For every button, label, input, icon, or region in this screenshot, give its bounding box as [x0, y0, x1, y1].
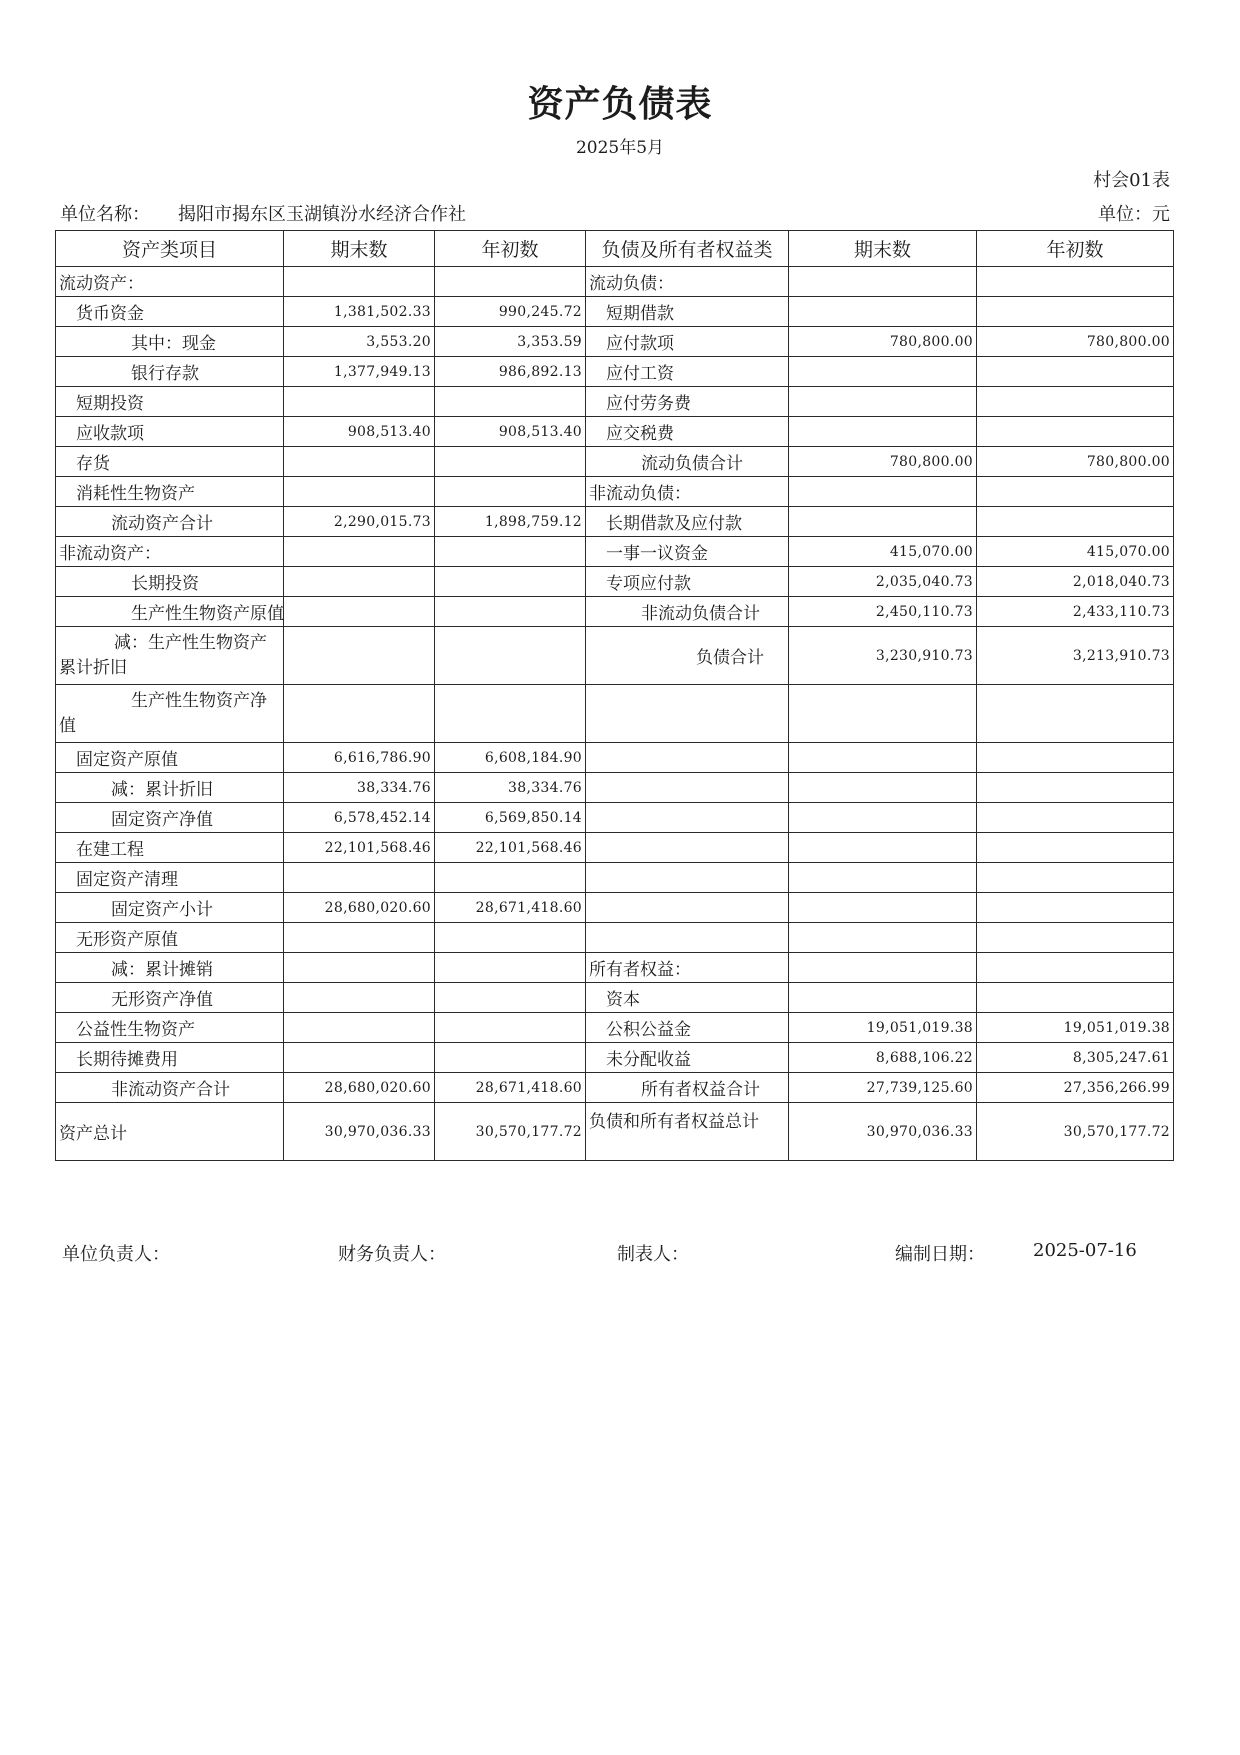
liability-end-value — [789, 893, 977, 923]
asset-item: 消耗性生物资产 — [56, 477, 284, 507]
liability-item: 流动负债合计 — [586, 447, 789, 477]
asset-begin-value — [435, 597, 586, 627]
asset-begin-value — [435, 953, 586, 983]
liability-end-value: 27,739,125.60 — [789, 1073, 977, 1103]
liability-end-value — [789, 923, 977, 953]
asset-end-value — [284, 923, 435, 953]
unit-head-signature: 单位负责人： — [62, 1244, 170, 1265]
table-row — [56, 597, 1174, 627]
liability-end-value — [789, 507, 977, 537]
preparation-date-value: 2025-07-16 — [1033, 1240, 1137, 1261]
asset-end-value: 1,381,502.33 — [284, 297, 435, 327]
liability-begin-value — [977, 773, 1174, 803]
preparation-date-label: 编制日期： — [895, 1244, 985, 1265]
report-period: 2025年5月 — [575, 138, 665, 158]
asset-item: 减：累计折旧 — [56, 773, 284, 803]
liability-begin-value: 19,051,019.38 — [977, 1013, 1174, 1043]
liability-item: 短期借款 — [586, 297, 789, 327]
form-code: 村会01表 — [1093, 170, 1170, 191]
liability-item: 一事一议资金 — [586, 537, 789, 567]
header-row — [56, 231, 1174, 267]
asset-item: 生产性生物资产净值 — [56, 685, 284, 743]
liability-end-value — [789, 685, 977, 743]
asset-end-value: 1,377,949.13 — [284, 357, 435, 387]
asset-end-value — [284, 953, 435, 983]
asset-begin-value: 986,892.13 — [435, 357, 586, 387]
liability-begin-value: 780,800.00 — [977, 327, 1174, 357]
liability-end-value — [789, 387, 977, 417]
asset-item: 其中：现金 — [56, 327, 284, 357]
liability-end-value — [789, 267, 977, 297]
unit-name-value: 揭阳市揭东区玉湖镇汾水经济合作社 — [178, 204, 466, 225]
liability-item — [586, 863, 789, 893]
asset-end-value — [284, 447, 435, 477]
liability-begin-value — [977, 267, 1174, 297]
liability-begin-value — [977, 833, 1174, 863]
liability-begin-value — [977, 297, 1174, 327]
table-row — [56, 773, 1174, 803]
asset-item: 长期投资 — [56, 567, 284, 597]
liability-begin-value — [977, 923, 1174, 953]
liability-item: 所有者权益合计 — [586, 1073, 789, 1103]
asset-end-value — [284, 537, 435, 567]
table-row — [56, 1103, 1174, 1161]
liability-begin-value: 780,800.00 — [977, 447, 1174, 477]
asset-item: 非流动资产： — [56, 537, 284, 567]
liability-end-value: 3,230,910.73 — [789, 627, 977, 685]
liability-item — [586, 803, 789, 833]
asset-begin-value — [435, 567, 586, 597]
header-asset-item: 资产类项目 — [56, 231, 284, 267]
table-row — [56, 387, 1174, 417]
table-row — [56, 685, 1174, 743]
table-row — [56, 863, 1174, 893]
liability-item: 公积公益金 — [586, 1013, 789, 1043]
asset-end-value — [284, 477, 435, 507]
asset-item: 公益性生物资产 — [56, 1013, 284, 1043]
liability-begin-value: 8,305,247.61 — [977, 1043, 1174, 1073]
liability-item — [586, 893, 789, 923]
table-row — [56, 267, 1174, 297]
table-row — [56, 953, 1174, 983]
table-row — [56, 537, 1174, 567]
liability-item: 流动负债： — [586, 267, 789, 297]
asset-begin-value: 990,245.72 — [435, 297, 586, 327]
header-liability-end: 期末数 — [789, 231, 977, 267]
table-row — [56, 447, 1174, 477]
liability-begin-value — [977, 357, 1174, 387]
table-row — [56, 417, 1174, 447]
asset-end-value: 28,680,020.60 — [284, 893, 435, 923]
unit-name-label: 单位名称： — [60, 204, 150, 225]
liability-end-value: 2,035,040.73 — [789, 567, 977, 597]
asset-begin-value: 1,898,759.12 — [435, 507, 586, 537]
table-row — [56, 297, 1174, 327]
liability-item: 负债和所有者权益总计 — [586, 1103, 789, 1161]
liability-item: 应付工资 — [586, 357, 789, 387]
table-row — [56, 803, 1174, 833]
liability-item: 应付款项 — [586, 327, 789, 357]
liability-begin-value — [977, 685, 1174, 743]
liability-begin-value: 2,433,110.73 — [977, 597, 1174, 627]
asset-begin-value — [435, 627, 586, 685]
asset-begin-value — [435, 1013, 586, 1043]
liability-end-value — [789, 297, 977, 327]
table-row — [56, 327, 1174, 357]
asset-item: 短期投资 — [56, 387, 284, 417]
table-row — [56, 923, 1174, 953]
asset-end-value — [284, 627, 435, 685]
asset-end-value: 2,290,015.73 — [284, 507, 435, 537]
liability-begin-value — [977, 387, 1174, 417]
asset-begin-value — [435, 923, 586, 953]
unit-name-line — [60, 200, 466, 226]
liability-item — [586, 685, 789, 743]
liability-item — [586, 923, 789, 953]
asset-begin-value — [435, 685, 586, 743]
asset-item: 无形资产原值 — [56, 923, 284, 953]
liability-begin-value — [977, 803, 1174, 833]
header-asset-begin: 年初数 — [435, 231, 586, 267]
liability-begin-value — [977, 953, 1174, 983]
asset-end-value: 908,513.40 — [284, 417, 435, 447]
header-asset-end: 期末数 — [284, 231, 435, 267]
asset-begin-value: 3,353.59 — [435, 327, 586, 357]
asset-begin-value: 6,608,184.90 — [435, 743, 586, 773]
liability-begin-value: 2,018,040.73 — [977, 567, 1174, 597]
asset-begin-value: 28,671,418.60 — [435, 1073, 586, 1103]
liability-end-value — [789, 357, 977, 387]
asset-end-value: 30,970,036.33 — [284, 1103, 435, 1161]
asset-end-value — [284, 863, 435, 893]
asset-item: 固定资产小计 — [56, 893, 284, 923]
liability-end-value — [789, 743, 977, 773]
liability-end-value: 2,450,110.73 — [789, 597, 977, 627]
table-row — [56, 833, 1174, 863]
header-liability-item: 负债及所有者权益类 — [586, 231, 789, 267]
liability-end-value — [789, 773, 977, 803]
liability-end-value: 8,688,106.22 — [789, 1043, 977, 1073]
liability-item: 应交税费 — [586, 417, 789, 447]
liability-begin-value: 27,356,266.99 — [977, 1073, 1174, 1103]
liability-item: 资本 — [586, 983, 789, 1013]
asset-item: 流动资产： — [56, 267, 284, 297]
liability-begin-value — [977, 893, 1174, 923]
table-row — [56, 1013, 1174, 1043]
asset-begin-value: 38,334.76 — [435, 773, 586, 803]
asset-begin-value: 6,569,850.14 — [435, 803, 586, 833]
table-row — [56, 1043, 1174, 1073]
asset-end-value — [284, 597, 435, 627]
liability-end-value — [789, 803, 977, 833]
table-row — [56, 357, 1174, 387]
liability-item: 负债合计 — [586, 627, 789, 685]
liability-begin-value — [977, 983, 1174, 1013]
liability-item — [586, 773, 789, 803]
asset-end-value — [284, 387, 435, 417]
currency-unit: 单位：元 — [1098, 204, 1170, 225]
liability-end-value — [789, 953, 977, 983]
liability-end-value: 780,800.00 — [789, 327, 977, 357]
asset-end-value: 6,616,786.90 — [284, 743, 435, 773]
header-liability-begin: 年初数 — [977, 231, 1174, 267]
liability-item: 应付劳务费 — [586, 387, 789, 417]
liability-end-value — [789, 417, 977, 447]
liability-end-value — [789, 477, 977, 507]
table-row — [56, 1073, 1174, 1103]
liability-end-value: 19,051,019.38 — [789, 1013, 977, 1043]
asset-begin-value — [435, 267, 586, 297]
asset-begin-value — [435, 537, 586, 567]
asset-end-value — [284, 1043, 435, 1073]
liability-end-value: 780,800.00 — [789, 447, 977, 477]
asset-item: 固定资产原值 — [56, 743, 284, 773]
liability-item — [586, 833, 789, 863]
asset-item: 减：生产性生物资产累计折旧 — [56, 627, 284, 685]
liability-begin-value — [977, 743, 1174, 773]
asset-item: 存货 — [56, 447, 284, 477]
liability-end-value: 415,070.00 — [789, 537, 977, 567]
asset-item: 减：累计摊销 — [56, 953, 284, 983]
asset-end-value — [284, 567, 435, 597]
report-title: 资产负债表 — [527, 84, 713, 125]
finance-head-signature: 财务负责人： — [338, 1244, 446, 1265]
asset-item: 长期待摊费用 — [56, 1043, 284, 1073]
liability-item: 非流动负债： — [586, 477, 789, 507]
liability-end-value — [789, 863, 977, 893]
asset-end-value: 6,578,452.14 — [284, 803, 435, 833]
table-row — [56, 477, 1174, 507]
asset-item: 无形资产净值 — [56, 983, 284, 1013]
asset-end-value: 28,680,020.60 — [284, 1073, 435, 1103]
liability-begin-value: 415,070.00 — [977, 537, 1174, 567]
liability-item: 所有者权益： — [586, 953, 789, 983]
asset-begin-value — [435, 1043, 586, 1073]
asset-item: 货币资金 — [56, 297, 284, 327]
asset-end-value: 22,101,568.46 — [284, 833, 435, 863]
asset-end-value — [284, 983, 435, 1013]
liability-end-value — [789, 983, 977, 1013]
asset-end-value: 38,334.76 — [284, 773, 435, 803]
asset-begin-value: 30,570,177.72 — [435, 1103, 586, 1161]
table-row — [56, 627, 1174, 685]
asset-begin-value — [435, 387, 586, 417]
asset-begin-value: 28,671,418.60 — [435, 893, 586, 923]
table-row — [56, 567, 1174, 597]
balance-sheet-table — [55, 230, 1174, 1161]
liability-begin-value: 3,213,910.73 — [977, 627, 1174, 685]
asset-item: 流动资产合计 — [56, 507, 284, 537]
liability-begin-value — [977, 863, 1174, 893]
liability-end-value — [789, 833, 977, 863]
table-row — [56, 743, 1174, 773]
liability-item — [586, 743, 789, 773]
asset-end-value — [284, 1013, 435, 1043]
asset-item: 在建工程 — [56, 833, 284, 863]
asset-begin-value — [435, 447, 586, 477]
liability-item: 非流动负债合计 — [586, 597, 789, 627]
asset-item: 生产性生物资产原值 — [56, 597, 284, 627]
preparer-signature: 制表人： — [617, 1244, 689, 1265]
table-row — [56, 983, 1174, 1013]
asset-end-value: 3,553.20 — [284, 327, 435, 357]
asset-item: 固定资产净值 — [56, 803, 284, 833]
asset-item: 资产总计 — [56, 1103, 284, 1161]
asset-begin-value: 908,513.40 — [435, 417, 586, 447]
table-row — [56, 893, 1174, 923]
liability-item: 专项应付款 — [586, 567, 789, 597]
table-row — [56, 507, 1174, 537]
asset-item: 银行存款 — [56, 357, 284, 387]
liability-begin-value: 30,570,177.72 — [977, 1103, 1174, 1161]
asset-begin-value — [435, 863, 586, 893]
asset-item: 非流动资产合计 — [56, 1073, 284, 1103]
asset-begin-value — [435, 983, 586, 1013]
liability-end-value: 30,970,036.33 — [789, 1103, 977, 1161]
liability-begin-value — [977, 477, 1174, 507]
asset-item: 应收款项 — [56, 417, 284, 447]
liability-begin-value — [977, 417, 1174, 447]
asset-begin-value: 22,101,568.46 — [435, 833, 586, 863]
liability-item: 未分配收益 — [586, 1043, 789, 1073]
liability-begin-value — [977, 507, 1174, 537]
asset-item: 固定资产清理 — [56, 863, 284, 893]
asset-end-value — [284, 267, 435, 297]
asset-begin-value — [435, 477, 586, 507]
asset-end-value — [284, 685, 435, 743]
liability-item: 长期借款及应付款 — [586, 507, 789, 537]
